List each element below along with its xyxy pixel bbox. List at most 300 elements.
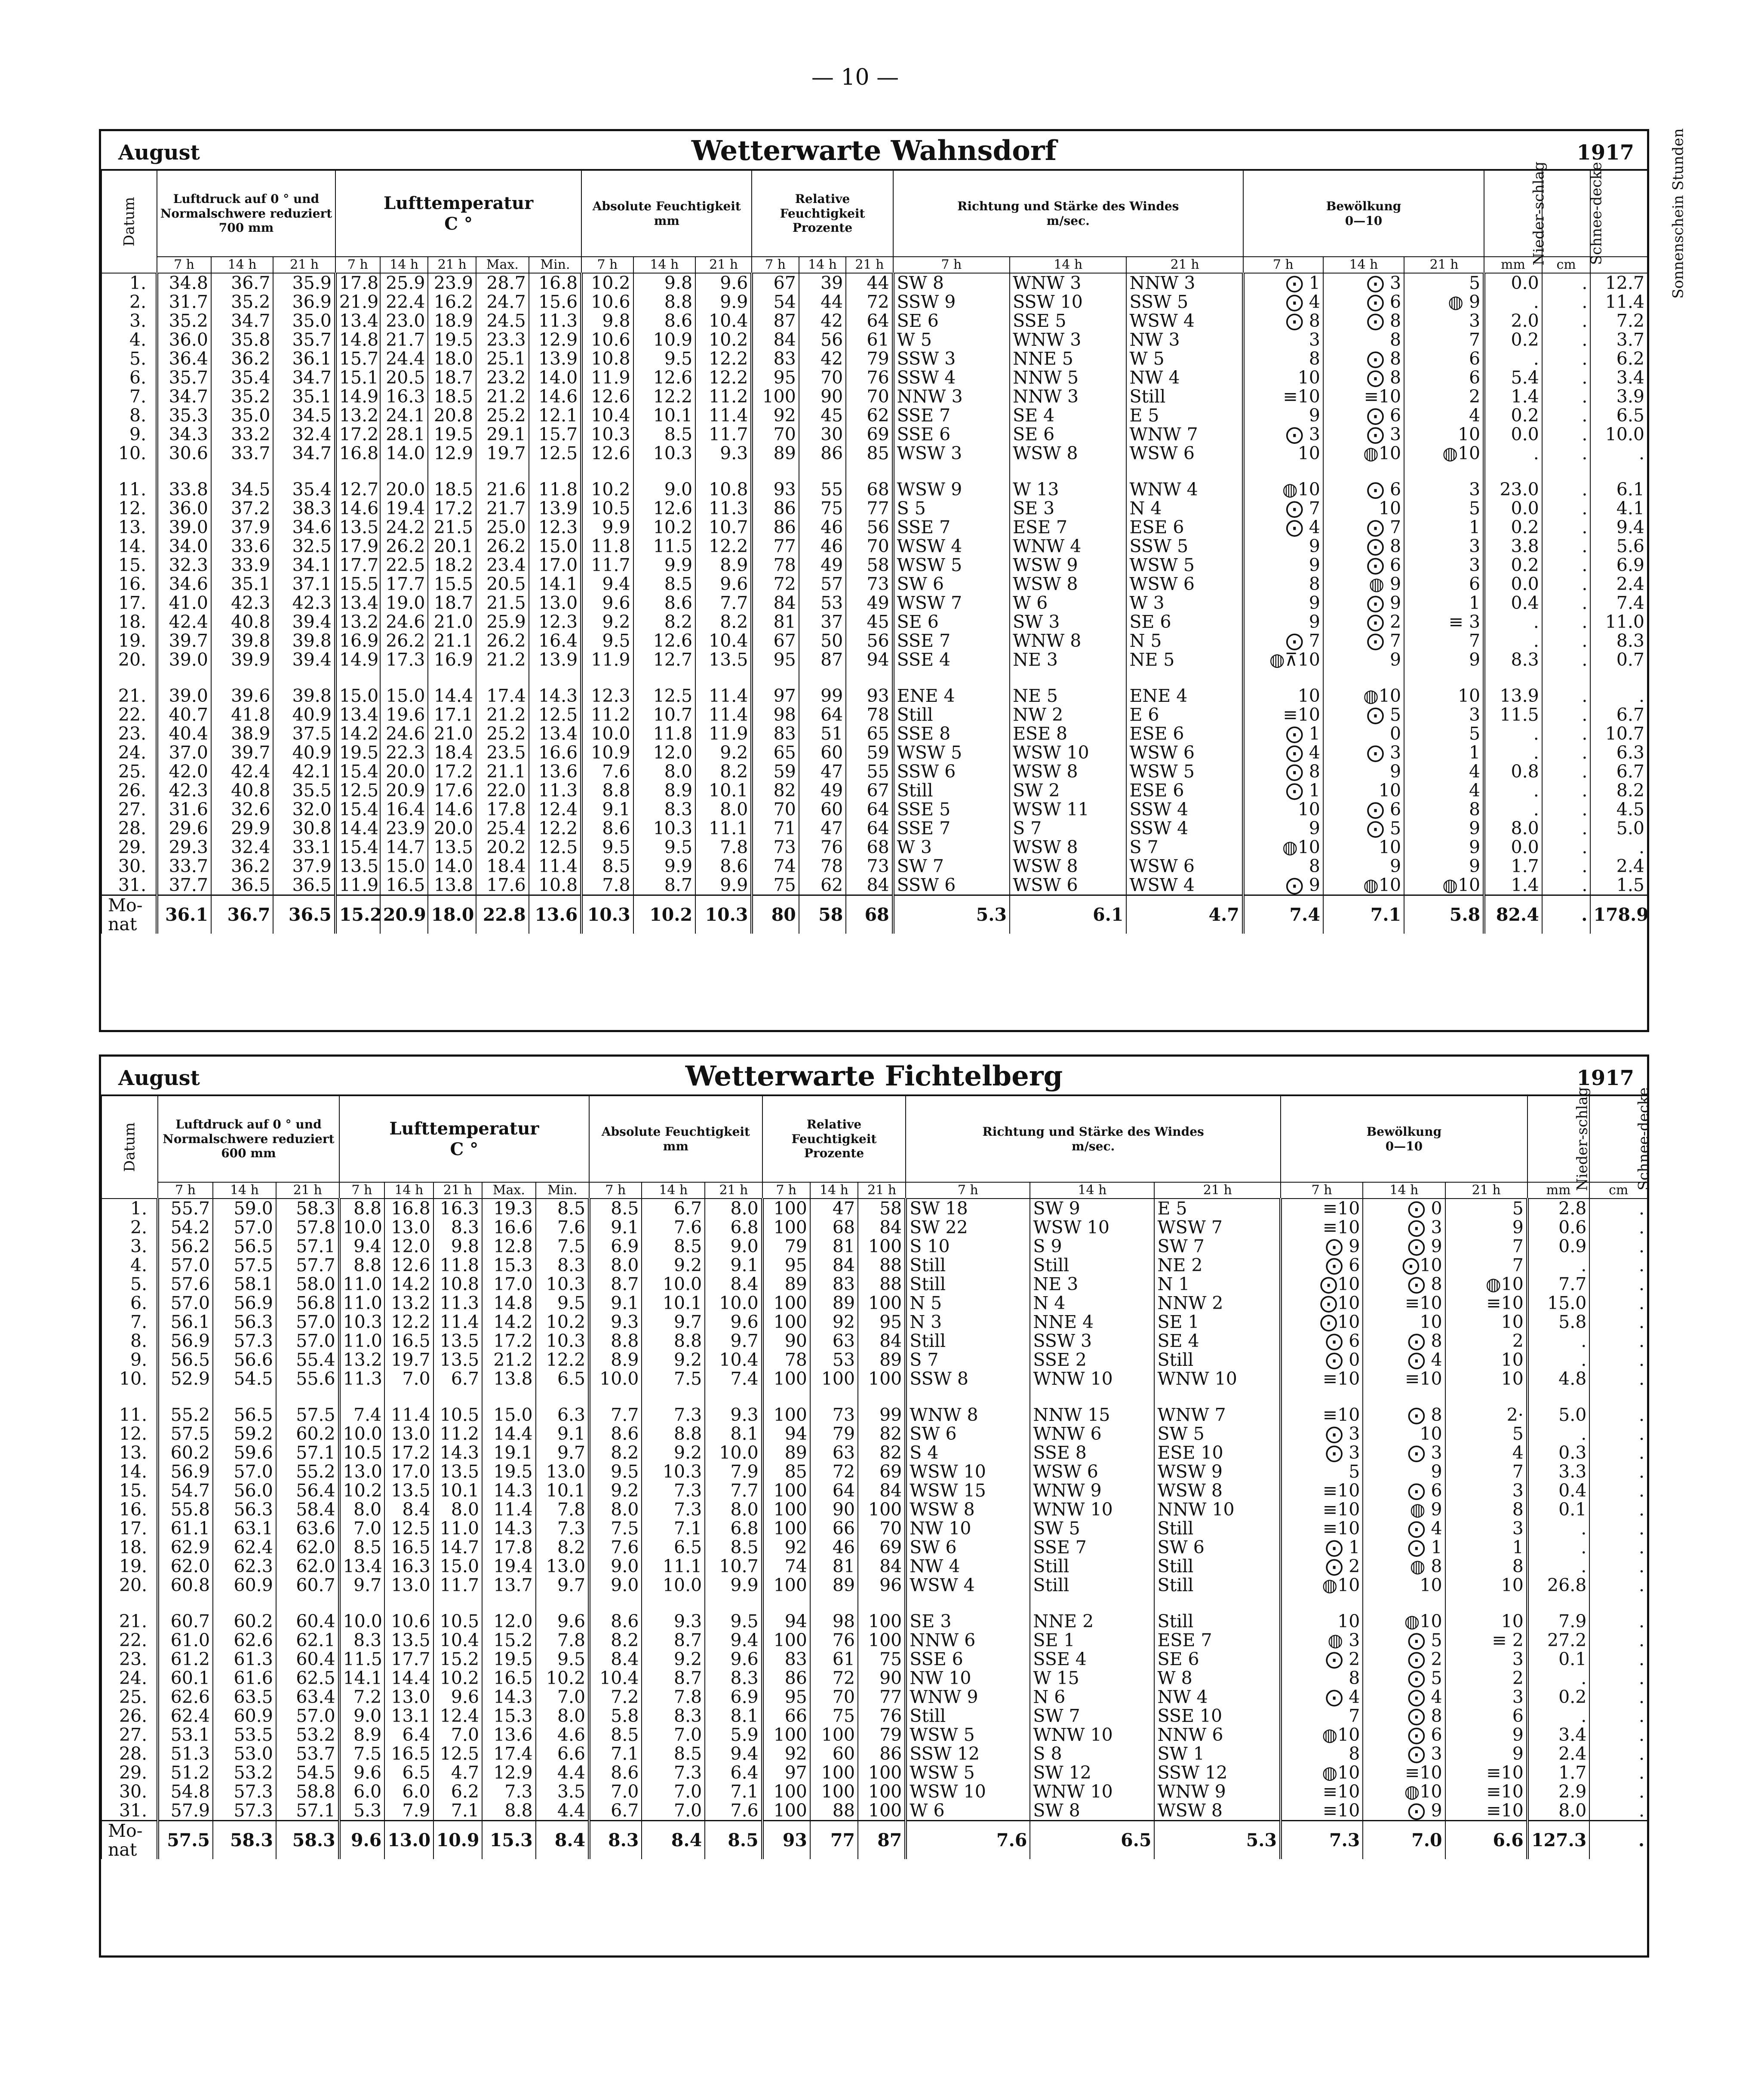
data-cell: 37.0 bbox=[157, 743, 211, 762]
data-cell: 41.0 bbox=[157, 593, 211, 612]
data-cell: 10.2 bbox=[581, 273, 633, 292]
data-cell: SSW 10 bbox=[1010, 292, 1126, 311]
data-cell: 7.1 bbox=[589, 1744, 642, 1763]
data-cell: ⨀ 4 bbox=[1363, 1688, 1445, 1706]
data-cell: . bbox=[1589, 1331, 1647, 1350]
month-value-cell: 127.3 bbox=[1527, 1821, 1590, 1860]
data-cell: 9 bbox=[1445, 1218, 1527, 1237]
station-title: Wetterwarte Fichtelberg bbox=[685, 1060, 1063, 1092]
data-cell: 10.9 bbox=[581, 743, 633, 762]
data-cell: 82 bbox=[858, 1424, 906, 1443]
data-cell: 10.0 bbox=[339, 1612, 385, 1631]
data-cell: 13.2 bbox=[339, 1350, 385, 1369]
snow-unit: cm bbox=[1589, 1182, 1647, 1199]
data-cell: 31.7 bbox=[157, 292, 211, 311]
data-cell: . bbox=[1589, 1256, 1647, 1275]
data-cell: 39.0 bbox=[157, 686, 211, 705]
data-cell: 10 bbox=[1445, 1576, 1527, 1595]
data-cell: ≡10 bbox=[1243, 705, 1323, 724]
data-cell: 37.2 bbox=[211, 499, 273, 518]
data-cell: WSW 6 bbox=[1126, 743, 1243, 762]
data-cell: 56.4 bbox=[276, 1481, 339, 1500]
data-cell: 17.0 bbox=[482, 1275, 536, 1294]
date-cell: 25. bbox=[101, 762, 157, 781]
data-cell: 16.2 bbox=[428, 292, 476, 311]
data-cell: 15.5 bbox=[428, 575, 476, 593]
data-cell: 64 bbox=[810, 1481, 858, 1500]
data-cell: 12.2 bbox=[695, 537, 752, 556]
data-cell: 89 bbox=[858, 1350, 906, 1369]
data-cell: 8.3 bbox=[1484, 650, 1542, 669]
data-cell: 6.3 bbox=[536, 1405, 590, 1424]
data-cell: 39.6 bbox=[211, 686, 273, 705]
data-cell: 26.2 bbox=[476, 631, 529, 650]
data-cell: 9.1 bbox=[536, 1424, 590, 1443]
abs-7h: 7 h bbox=[581, 257, 633, 273]
date-cell: 19. bbox=[101, 1557, 158, 1576]
data-cell: 12.1 bbox=[529, 406, 582, 425]
rel-humidity-header: Relative Feuchtigkeit Prozente bbox=[762, 1096, 906, 1182]
station-title: Wetterwarte Wahnsdorf bbox=[691, 135, 1057, 167]
data-cell: 100 bbox=[810, 1725, 858, 1744]
data-cell: 40.4 bbox=[157, 724, 211, 743]
data-cell: 8.8 bbox=[581, 781, 633, 800]
data-cell: 88 bbox=[858, 1275, 906, 1294]
data-cell: 55.6 bbox=[276, 1369, 339, 1388]
data-cell: 3.9 bbox=[1590, 387, 1647, 406]
data-cell: 34.5 bbox=[211, 480, 273, 499]
data-cell: 18.4 bbox=[428, 743, 476, 762]
data-cell: 16.8 bbox=[384, 1199, 433, 1218]
data-cell: 11.9 bbox=[581, 368, 633, 387]
data-cell: 26.2 bbox=[380, 631, 428, 650]
data-cell: WNW 10 bbox=[1030, 1500, 1154, 1519]
data-cell: Still bbox=[1126, 387, 1243, 406]
data-cell: 6.4 bbox=[705, 1763, 762, 1782]
table-row bbox=[101, 1331, 1647, 1350]
data-cell: 12.5 bbox=[529, 838, 582, 857]
data-cell: 13.0 bbox=[384, 1576, 433, 1595]
data-cell: 85 bbox=[846, 444, 893, 463]
data-cell: 57.0 bbox=[158, 1256, 213, 1275]
data-cell: SE 6 bbox=[1126, 612, 1243, 631]
data-cell: 3 bbox=[1243, 330, 1323, 349]
pressure-7h: 7 h bbox=[157, 257, 211, 273]
data-cell: 71 bbox=[752, 819, 799, 838]
data-cell: 10.0 bbox=[581, 724, 633, 743]
data-cell: Still bbox=[1030, 1557, 1154, 1576]
data-cell: 10 bbox=[1323, 781, 1404, 800]
data-cell: 7.0 bbox=[384, 1369, 433, 1388]
data-cell: ⨀ 4 bbox=[1243, 292, 1323, 311]
temp-min: Min. bbox=[536, 1182, 590, 1199]
month-value-cell: 5.8 bbox=[1404, 895, 1484, 934]
data-cell: SSW 3 bbox=[893, 349, 1010, 368]
data-cell: WSW 8 bbox=[1010, 444, 1126, 463]
data-cell: SSW 9 bbox=[893, 292, 1010, 311]
data-cell: 24.6 bbox=[380, 724, 428, 743]
data-cell: 65 bbox=[752, 743, 799, 762]
table-row bbox=[101, 650, 1647, 669]
data-cell: 89 bbox=[810, 1576, 858, 1595]
data-cell: SW 8 bbox=[893, 273, 1010, 292]
table-row bbox=[101, 1405, 1647, 1424]
data-cell: 25.2 bbox=[476, 406, 529, 425]
data-cell: 7.0 bbox=[589, 1782, 642, 1801]
date-cell: 26. bbox=[101, 781, 157, 800]
data-cell: 18.7 bbox=[428, 593, 476, 612]
data-cell: 23.9 bbox=[428, 273, 476, 292]
data-cell: 7.3 bbox=[642, 1763, 705, 1782]
data-cell: 100 bbox=[762, 1801, 810, 1821]
data-cell: ⨀ 8 bbox=[1363, 1405, 1445, 1424]
data-cell: 79 bbox=[846, 349, 893, 368]
data-cell: 9 bbox=[1323, 762, 1404, 781]
data-cell: . bbox=[1589, 1557, 1647, 1576]
data-cell: 7.5 bbox=[536, 1237, 590, 1256]
data-cell: 34.6 bbox=[273, 518, 335, 537]
data-cell: 20.0 bbox=[380, 762, 428, 781]
data-cell: SSW 6 bbox=[893, 762, 1010, 781]
datum-header: Datum bbox=[101, 171, 157, 273]
data-cell: 7 bbox=[1445, 1237, 1527, 1256]
data-cell: 12.5 bbox=[335, 781, 380, 800]
month-value-cell: 15.2 bbox=[335, 895, 380, 934]
data-cell: 44 bbox=[846, 273, 893, 292]
month-value-cell: 58.3 bbox=[276, 1821, 339, 1860]
data-cell: 18.5 bbox=[428, 480, 476, 499]
data-cell: WNW 4 bbox=[1010, 537, 1126, 556]
data-cell: 8.0 bbox=[705, 1500, 762, 1519]
data-cell: 10.3 bbox=[633, 444, 695, 463]
date-cell: 13. bbox=[101, 518, 157, 537]
data-cell: . bbox=[1589, 1576, 1647, 1595]
data-cell: 75 bbox=[858, 1650, 906, 1669]
data-cell: 6.4 bbox=[384, 1725, 433, 1744]
date-cell: 16. bbox=[101, 1500, 158, 1519]
data-cell: 1 bbox=[1404, 593, 1484, 612]
data-cell: 9.2 bbox=[642, 1350, 705, 1369]
data-cell: 62.4 bbox=[158, 1706, 213, 1725]
data-cell: . bbox=[1542, 612, 1591, 631]
data-cell: 26.2 bbox=[380, 537, 428, 556]
data-cell: 12.4 bbox=[433, 1706, 482, 1725]
data-cell: 9 bbox=[1243, 537, 1323, 556]
data-cell: 35.4 bbox=[211, 368, 273, 387]
data-cell: 22.4 bbox=[380, 292, 428, 311]
data-cell: 13.4 bbox=[339, 1557, 385, 1576]
data-cell: 29.3 bbox=[157, 838, 211, 857]
date-cell: 31. bbox=[101, 1801, 158, 1821]
data-cell: SE 4 bbox=[1010, 406, 1126, 425]
data-cell: 20.8 bbox=[428, 406, 476, 425]
data-cell: ≡10 bbox=[1281, 1500, 1363, 1519]
data-cell: 18.0 bbox=[428, 349, 476, 368]
data-cell: . bbox=[1527, 1331, 1590, 1350]
data-cell: 10 bbox=[1404, 686, 1484, 705]
data-cell: 1.7 bbox=[1484, 857, 1542, 876]
data-cell: 1 bbox=[1404, 518, 1484, 537]
data-cell: 85 bbox=[762, 1462, 810, 1481]
table-row bbox=[101, 1275, 1647, 1294]
data-cell: N 3 bbox=[906, 1313, 1030, 1331]
data-cell: 7.8 bbox=[581, 876, 633, 895]
data-cell: 1.4 bbox=[1484, 876, 1542, 895]
data-cell: . bbox=[1542, 705, 1591, 724]
date-cell: 25. bbox=[101, 1688, 158, 1706]
data-cell: 10.8 bbox=[529, 876, 582, 895]
datum-header: Datum bbox=[101, 1096, 158, 1199]
data-cell: ◍10 bbox=[1404, 444, 1484, 463]
data-cell: ≡10 bbox=[1445, 1782, 1527, 1801]
data-cell: Still bbox=[1154, 1519, 1281, 1538]
data-cell: NNW 15 bbox=[1030, 1405, 1154, 1424]
data-cell: 35.7 bbox=[157, 368, 211, 387]
data-cell: WSW 4 bbox=[893, 537, 1010, 556]
data-cell: 8.5 bbox=[633, 575, 695, 593]
data-cell: 4 bbox=[1404, 781, 1484, 800]
data-cell: 8 bbox=[1445, 1500, 1527, 1519]
data-cell: 25.9 bbox=[380, 273, 428, 292]
table-row bbox=[101, 1669, 1647, 1688]
data-cell: NW 4 bbox=[1126, 368, 1243, 387]
data-cell: 9.0 bbox=[339, 1706, 385, 1725]
month-value-cell: 10.2 bbox=[633, 895, 695, 934]
data-cell: ⨀ 8 bbox=[1323, 311, 1404, 330]
table-row bbox=[101, 762, 1647, 781]
data-cell: 10 bbox=[1445, 1612, 1527, 1631]
data-cell: 15.0 bbox=[380, 686, 428, 705]
data-cell: SSE 4 bbox=[1030, 1650, 1154, 1669]
data-cell: NW 10 bbox=[906, 1669, 1030, 1688]
data-cell: 8.6 bbox=[633, 593, 695, 612]
snow-header: Schnee-decke bbox=[1589, 1096, 1647, 1182]
data-cell: 42.3 bbox=[157, 781, 211, 800]
data-cell: W 6 bbox=[1010, 593, 1126, 612]
data-cell: 10.0 bbox=[589, 1369, 642, 1388]
table-row bbox=[101, 1557, 1647, 1576]
data-cell: 8.8 bbox=[642, 1424, 705, 1443]
data-cell: 3 bbox=[1404, 311, 1484, 330]
data-cell: 86 bbox=[799, 444, 846, 463]
data-cell: WNW 3 bbox=[1010, 273, 1126, 292]
data-cell: NE 2 bbox=[1154, 1256, 1281, 1275]
data-cell: 8.5 bbox=[705, 1538, 762, 1557]
data-cell: SSE 5 bbox=[1010, 311, 1126, 330]
data-cell: 9 bbox=[1243, 406, 1323, 425]
data-cell: 56.9 bbox=[213, 1294, 276, 1313]
data-cell: . bbox=[1484, 444, 1542, 463]
data-cell: 0.6 bbox=[1527, 1218, 1590, 1237]
data-cell: 6 bbox=[1404, 349, 1484, 368]
data-cell: 0.4 bbox=[1527, 1481, 1590, 1500]
data-cell: 6.6 bbox=[536, 1744, 590, 1763]
data-cell: 10.0 bbox=[705, 1443, 762, 1462]
data-cell: 13.5 bbox=[433, 1331, 482, 1350]
data-cell: 8.3 bbox=[633, 800, 695, 819]
cloud-header: Bewölkung 0—10 bbox=[1243, 171, 1484, 257]
data-cell: 9.2 bbox=[695, 743, 752, 762]
data-cell: 7.7 bbox=[589, 1405, 642, 1424]
data-cell: 94 bbox=[762, 1612, 810, 1631]
data-cell: 10.3 bbox=[339, 1313, 385, 1331]
data-cell: 28.7 bbox=[476, 273, 529, 292]
data-cell: 10 bbox=[1445, 1350, 1527, 1369]
data-cell: 21.7 bbox=[476, 499, 529, 518]
data-cell: 37.1 bbox=[273, 575, 335, 593]
date-cell: 23. bbox=[101, 724, 157, 743]
data-cell: 8.6 bbox=[695, 857, 752, 876]
data-cell: 18.5 bbox=[428, 387, 476, 406]
data-cell: 18.9 bbox=[428, 311, 476, 330]
data-cell: 10.9 bbox=[633, 330, 695, 349]
data-cell: 60 bbox=[810, 1744, 858, 1763]
data-cell: 10.4 bbox=[695, 631, 752, 650]
month-value-cell: 6.5 bbox=[1030, 1821, 1154, 1860]
data-cell: 32.0 bbox=[273, 800, 335, 819]
data-cell: 14.2 bbox=[482, 1313, 536, 1331]
data-cell: 8.4 bbox=[705, 1275, 762, 1294]
data-cell: 9 bbox=[1323, 857, 1404, 876]
data-cell: NE 3 bbox=[1010, 650, 1126, 669]
data-cell: 51 bbox=[799, 724, 846, 743]
data-cell: 39.9 bbox=[211, 650, 273, 669]
data-cell: 2 bbox=[1404, 387, 1484, 406]
data-cell: 83 bbox=[762, 1650, 810, 1669]
data-cell: 10.4 bbox=[589, 1669, 642, 1688]
data-cell: 9.5 bbox=[536, 1294, 590, 1313]
month-value-cell: 13.0 bbox=[384, 1821, 433, 1860]
data-cell: 11.0 bbox=[433, 1519, 482, 1538]
data-cell: 9 bbox=[1243, 612, 1323, 631]
data-cell: 19.1 bbox=[482, 1443, 536, 1462]
data-cell: 6 bbox=[1404, 368, 1484, 387]
data-cell: 1.5 bbox=[1590, 876, 1647, 895]
data-cell: 63 bbox=[810, 1331, 858, 1350]
data-cell: 7.6 bbox=[642, 1218, 705, 1237]
date-cell: 4. bbox=[101, 1256, 158, 1275]
month-value-cell: 36.7 bbox=[211, 895, 273, 934]
data-cell: 11.9 bbox=[581, 650, 633, 669]
data-cell: 36.7 bbox=[211, 273, 273, 292]
data-cell: ⨀ 1 bbox=[1363, 1538, 1445, 1557]
data-cell: . bbox=[1589, 1405, 1647, 1424]
data-cell: WNW 9 bbox=[1030, 1481, 1154, 1500]
data-cell: SSW 5 bbox=[1126, 537, 1243, 556]
month-value-cell: 20.9 bbox=[380, 895, 428, 934]
data-cell: 56.5 bbox=[213, 1237, 276, 1256]
data-cell: 6.1 bbox=[1590, 480, 1647, 499]
data-cell: 10 bbox=[1445, 1369, 1527, 1388]
data-cell: ⨀ 4 bbox=[1281, 1688, 1363, 1706]
data-cell: ≡10 bbox=[1281, 1199, 1363, 1218]
data-cell: 74 bbox=[752, 857, 799, 876]
data-cell: 23.0 bbox=[1484, 480, 1542, 499]
data-cell: 70 bbox=[846, 387, 893, 406]
data-cell: 22.3 bbox=[380, 743, 428, 762]
table-row bbox=[101, 838, 1647, 857]
data-cell: 0.0 bbox=[1484, 425, 1542, 444]
data-cell: 4.4 bbox=[536, 1763, 590, 1782]
precip-unit: mm bbox=[1484, 257, 1542, 273]
data-cell: 7.5 bbox=[589, 1519, 642, 1538]
data-cell: 34.7 bbox=[273, 368, 335, 387]
data-cell: . bbox=[1542, 311, 1591, 330]
data-cell: 62.0 bbox=[276, 1557, 339, 1576]
data-cell: 60.4 bbox=[276, 1612, 339, 1631]
data-cell: 39.8 bbox=[211, 631, 273, 650]
data-cell: 8.2 bbox=[695, 762, 752, 781]
data-cell: 39.4 bbox=[273, 612, 335, 631]
data-cell: . bbox=[1542, 537, 1591, 556]
data-cell: 17.7 bbox=[335, 556, 380, 575]
data-cell: 40.9 bbox=[273, 705, 335, 724]
data-cell: 8.0 bbox=[695, 800, 752, 819]
wind-21h: 21 h bbox=[1154, 1182, 1281, 1199]
data-cell: ⨀10 bbox=[1281, 1294, 1363, 1313]
data-cell: 8.0 bbox=[1527, 1801, 1590, 1821]
data-cell: 15.7 bbox=[529, 425, 582, 444]
data-cell: 17.7 bbox=[380, 575, 428, 593]
data-cell: Still bbox=[1030, 1576, 1154, 1595]
data-cell: 7.6 bbox=[705, 1801, 762, 1821]
data-cell: 10.0 bbox=[1590, 425, 1647, 444]
data-cell: . bbox=[1542, 593, 1591, 612]
data-cell: ⨀ 6 bbox=[1323, 406, 1404, 425]
data-cell: 32.5 bbox=[273, 537, 335, 556]
month-label-cell: Mo-nat bbox=[101, 895, 157, 934]
data-cell: 8.6 bbox=[589, 1424, 642, 1443]
data-cell: ⨀ 6 bbox=[1363, 1725, 1445, 1744]
data-cell: 15.3 bbox=[482, 1256, 536, 1275]
data-cell: 10 bbox=[1243, 444, 1323, 463]
data-cell: Still bbox=[1154, 1576, 1281, 1595]
month-value-cell: 7.6 bbox=[906, 1821, 1030, 1860]
data-cell: 72 bbox=[752, 575, 799, 593]
data-cell: SSW 4 bbox=[1126, 800, 1243, 819]
data-cell: 29.1 bbox=[476, 425, 529, 444]
table-row bbox=[101, 1631, 1647, 1650]
data-cell: 10.3 bbox=[642, 1462, 705, 1481]
data-cell: 14.3 bbox=[529, 686, 582, 705]
data-cell: 61.2 bbox=[158, 1650, 213, 1669]
data-cell: 13.6 bbox=[482, 1725, 536, 1744]
data-cell: 8.9 bbox=[633, 781, 695, 800]
data-cell: 8.4 bbox=[589, 1650, 642, 1669]
month-value-cell: 18.0 bbox=[428, 895, 476, 934]
data-cell: 65 bbox=[846, 724, 893, 743]
data-cell: 8.4 bbox=[384, 1500, 433, 1519]
data-cell: ≡ 3 bbox=[1404, 612, 1484, 631]
data-cell: WNW 7 bbox=[1154, 1405, 1281, 1424]
table-row bbox=[101, 800, 1647, 819]
data-cell: 9.2 bbox=[642, 1650, 705, 1669]
data-cell: 19.5 bbox=[428, 330, 476, 349]
data-cell: . bbox=[1589, 1763, 1647, 1782]
data-cell: ⨀ 7 bbox=[1323, 518, 1404, 537]
data-cell: NNW 3 bbox=[1010, 387, 1126, 406]
data-cell: 8.2 bbox=[1590, 781, 1647, 800]
data-cell: 23.5 bbox=[476, 743, 529, 762]
data-cell: 15.5 bbox=[335, 575, 380, 593]
data-cell: 15.1 bbox=[335, 368, 380, 387]
data-cell: 79 bbox=[762, 1237, 810, 1256]
data-cell: 11.2 bbox=[695, 387, 752, 406]
data-cell: 16.5 bbox=[380, 876, 428, 895]
data-cell: 12.0 bbox=[384, 1237, 433, 1256]
data-cell: 7.8 bbox=[642, 1688, 705, 1706]
data-cell: . bbox=[1527, 1256, 1590, 1275]
